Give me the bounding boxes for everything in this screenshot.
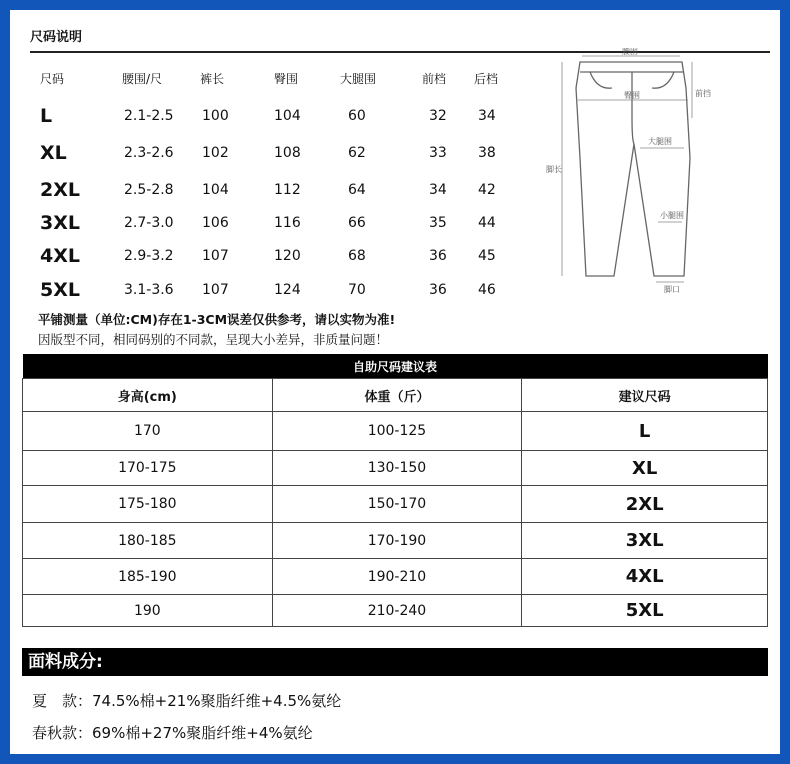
fabric-label: 夏 款： xyxy=(32,692,93,710)
fabric-label: 春秋款： xyxy=(32,724,93,742)
size-cell: 2XL xyxy=(522,486,768,523)
fabric-value: 69%棉+27%聚脂纤维+4%氨纶 xyxy=(92,724,313,742)
hip-cell: 108 xyxy=(274,145,301,161)
col-header: 前档 xyxy=(422,72,447,86)
table-row xyxy=(23,412,768,451)
waist-cell: 2.3-2.6 xyxy=(124,145,174,161)
thigh-cell: 60 xyxy=(348,108,366,124)
size-cell: 4XL xyxy=(40,245,80,267)
back-rise-cell: 45 xyxy=(478,248,496,264)
recommendation-header xyxy=(23,379,768,412)
table-row xyxy=(23,451,768,486)
fabric-value: 74.5%棉+21%聚脂纤维+4.5%氨纶 xyxy=(92,692,342,710)
length-cell: 100 xyxy=(202,108,229,124)
table-row xyxy=(38,239,513,273)
weight-cell: 100-125 xyxy=(272,412,522,451)
size-cell: 2XL xyxy=(40,179,80,201)
back-rise-cell: 38 xyxy=(478,145,496,161)
weight-cell: 130-150 xyxy=(272,451,522,486)
back-rise-cell: 34 xyxy=(478,108,496,124)
weight-cell: 190-210 xyxy=(272,559,522,595)
hip-label: 臀围 xyxy=(624,91,640,100)
table-row xyxy=(38,273,513,307)
size-cell: 5XL xyxy=(522,595,768,627)
weight-cell: 210-240 xyxy=(272,595,522,627)
length-cell: 107 xyxy=(202,282,229,298)
table-row xyxy=(38,206,513,240)
hem-label: 脚口 xyxy=(664,285,680,294)
length-cell: 106 xyxy=(202,215,229,231)
front-rise-cell: 33 xyxy=(429,145,447,161)
col-header: 后档 xyxy=(474,72,499,86)
thigh-label: 大腿围 xyxy=(648,137,672,146)
length-label: 脚长 xyxy=(546,165,562,174)
col-header: 臀围 xyxy=(274,72,299,86)
front-rise-cell: 32 xyxy=(429,108,447,124)
thigh-cell: 64 xyxy=(348,182,366,198)
waist-cell: 2.1-2.5 xyxy=(124,108,174,124)
fabric-spring xyxy=(32,722,313,743)
col-header: 建议尺码 xyxy=(522,379,768,412)
waist-cell: 2.5-2.8 xyxy=(124,182,174,198)
recommendation-table xyxy=(22,354,768,627)
recommendation-title: 自助尺码建议表 xyxy=(23,354,768,379)
hip-cell: 112 xyxy=(274,182,301,198)
height-cell: 175-180 xyxy=(23,486,273,523)
col-header: 大腿围 xyxy=(340,72,377,86)
size-cell: L xyxy=(522,412,768,451)
calf-label: 小腿围 xyxy=(660,211,684,220)
size-cell: 4XL xyxy=(522,559,768,595)
back-rise-cell: 46 xyxy=(478,282,496,298)
front-rise-cell: 34 xyxy=(429,182,447,198)
size-guide-panel xyxy=(10,10,780,754)
col-header: 体重（斤） xyxy=(272,379,522,412)
height-cell: 190 xyxy=(23,595,273,627)
size-cell: 5XL xyxy=(40,279,80,301)
size-cell: XL xyxy=(40,142,67,164)
length-cell: 104 xyxy=(202,182,229,198)
front-rise-cell: 35 xyxy=(429,215,447,231)
fabric-summer xyxy=(32,690,341,711)
hip-cell: 124 xyxy=(274,282,301,298)
thigh-cell: 62 xyxy=(348,145,366,161)
size-cell: L xyxy=(40,105,53,127)
col-header: 腰围/尺 xyxy=(122,72,163,86)
height-cell: 185-190 xyxy=(23,559,273,595)
size-table-header xyxy=(38,62,513,96)
table-row xyxy=(38,136,513,170)
height-cell: 170-175 xyxy=(23,451,273,486)
front-rise-cell: 36 xyxy=(429,282,447,298)
weight-cell: 170-190 xyxy=(272,523,522,559)
size-cell: 3XL xyxy=(522,523,768,559)
height-cell: 180-185 xyxy=(23,523,273,559)
length-cell: 107 xyxy=(202,248,229,264)
front-rise-cell: 36 xyxy=(429,248,447,264)
height-cell: 170 xyxy=(23,412,273,451)
length-cell: 102 xyxy=(202,145,229,161)
thigh-cell: 68 xyxy=(348,248,366,264)
hip-cell: 120 xyxy=(274,248,301,264)
size-cell: 3XL xyxy=(40,212,80,234)
note-line: 平铺测量（单位:CM)存在1-3CM误差仅供参考，请以实物为准! xyxy=(38,312,396,327)
col-header: 裤长 xyxy=(200,72,225,86)
note-line: 因版型不同，相同码别的不同款，呈现大小差异，非质量问题！ xyxy=(38,332,389,347)
table-row xyxy=(23,595,768,627)
table-row xyxy=(38,173,513,207)
col-header: 身高(cm) xyxy=(23,379,273,412)
pants-diagram xyxy=(542,48,732,298)
fabric-heading-bar xyxy=(22,648,768,676)
waist-label: 腰围 xyxy=(622,48,638,56)
waist-cell: 2.9-3.2 xyxy=(124,248,174,264)
waist-cell: 3.1-3.6 xyxy=(124,282,174,298)
thigh-cell: 70 xyxy=(348,282,366,298)
measurement-notes xyxy=(38,310,395,350)
hip-cell: 116 xyxy=(274,215,301,231)
thigh-cell: 66 xyxy=(348,215,366,231)
table-row xyxy=(38,99,513,133)
fabric-title: 面料成分: xyxy=(28,652,103,672)
col-header: 尺码 xyxy=(40,72,65,86)
back-rise-cell: 42 xyxy=(478,182,496,198)
back-rise-cell: 44 xyxy=(478,215,496,231)
front-rise-label: 前挡 xyxy=(695,89,711,98)
pants-outline-image xyxy=(542,48,732,298)
table-row xyxy=(23,486,768,523)
table-row xyxy=(23,523,768,559)
section-title: 尺码说明 xyxy=(30,30,83,45)
hip-cell: 104 xyxy=(274,108,301,124)
waist-cell: 2.7-3.0 xyxy=(124,215,174,231)
weight-cell: 150-170 xyxy=(272,486,522,523)
table-row xyxy=(23,559,768,595)
size-cell: XL xyxy=(522,451,768,486)
